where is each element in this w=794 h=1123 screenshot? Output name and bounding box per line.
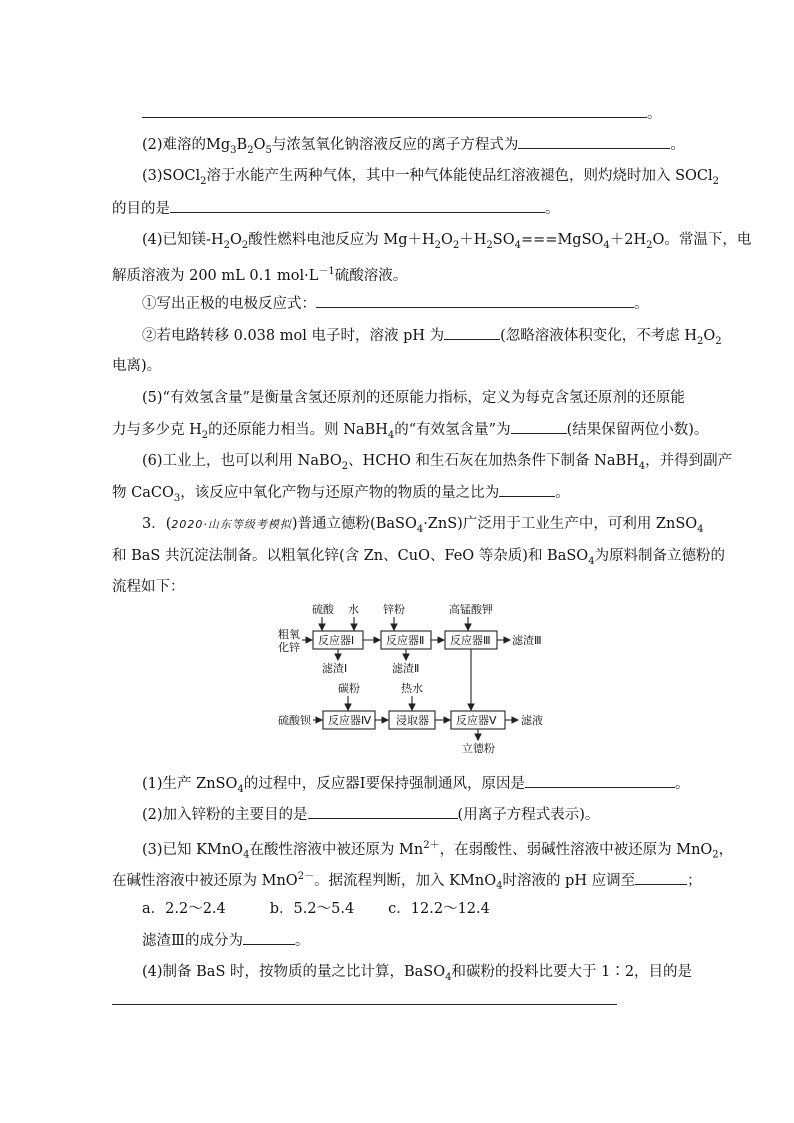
text: O (229, 232, 242, 248)
sub: 4 (697, 523, 704, 535)
text: (用离子方程式表示)。 (457, 807, 600, 823)
sub-question-3-line-1 (142, 836, 733, 866)
text: 力与多少克 H (112, 422, 202, 438)
answer-blank (142, 103, 647, 118)
sub: 4 (387, 429, 395, 441)
answer-blank (170, 198, 545, 213)
text: 物 CaCO (112, 485, 174, 501)
label-crude-zinc-oxide-b: 化锌 (278, 641, 300, 654)
text: 的过程中，反应器Ⅰ要保持强制通风，原因是 (243, 776, 525, 792)
text: 与浓氢氧化钠溶液反应的离子方程式为 (271, 137, 519, 153)
text: O (703, 328, 716, 344)
text: 的目的是 (112, 201, 170, 217)
leaching-label: 浸取器 (396, 714, 429, 727)
text: 在酸性溶液中被还原为 Mn (249, 841, 424, 858)
sub: 2 (200, 175, 207, 187)
punct: 。 (647, 106, 662, 122)
sub: 2 (201, 429, 209, 441)
label-crude-zinc-oxide-a: 粗氧 (278, 628, 300, 641)
text: ，并得到副产 (645, 453, 733, 469)
label-potassium-permanganate: 高锰酸钾 (449, 603, 493, 616)
text: 为原料制备立德粉的 (594, 548, 726, 564)
text: ①写出正极的电极反应式： (142, 296, 316, 312)
sub: 3 (230, 144, 237, 156)
reactor-4-label: 反应器Ⅳ (328, 714, 372, 727)
sub-question-2 (142, 804, 599, 825)
question-4-line-2 (112, 262, 407, 286)
reactor-5-label: 反应器Ⅴ (456, 714, 497, 727)
text: 硫酸溶液。 (334, 267, 408, 284)
sub: 2 (223, 239, 230, 251)
punct: 。 (555, 485, 570, 501)
text: 滤渣Ⅲ的成分为 (142, 933, 243, 949)
punct: 。 (294, 933, 310, 949)
answer-blank (525, 773, 675, 788)
question-4-2 (142, 325, 722, 352)
sub: 2 (646, 239, 653, 251)
question-4-1 (142, 293, 649, 314)
text: 电离)。 (112, 358, 162, 374)
text: ·ZnS)广泛用于工业生产中，可利用 ZnSO (423, 516, 698, 532)
sub-question-3-line-4 (142, 930, 309, 951)
sub-question-1 (142, 773, 690, 800)
text: O (441, 232, 453, 248)
sub-question-4 (142, 962, 692, 988)
punct: ； (687, 872, 702, 889)
question-5-line-1 (142, 388, 685, 408)
sub: 4 (603, 239, 610, 251)
sup: 2＋ (423, 840, 440, 851)
text: (5)“有效氢含量”是衡量含氢还原剂的还原能力指标，定义为每克含氢还原剂的还原能 (142, 390, 685, 406)
label-residue-3: 滤渣Ⅲ (512, 634, 542, 647)
text: 和 BaS 共沉淀法制备。以粗氧化锌(含 Zn、CuO、FeO 等杂质)和 BaSO (112, 548, 589, 564)
punct: 。 (670, 137, 685, 153)
text: (2)难溶的Mg (142, 137, 231, 153)
question-5-line-2 (112, 419, 708, 446)
text: 酸性燃料电池反应为 Mg＋H (248, 232, 435, 248)
text: O。常温下，电 (652, 232, 752, 248)
sub: 5 (265, 144, 272, 156)
reactor-1-label: 反应器Ⅰ (318, 634, 355, 647)
text: 。据流程判断，加入 KMnO (314, 872, 497, 889)
sub-question-3-line-2 (112, 867, 702, 897)
text: 和碳粉的投料比要大于 1∶2，目的是 (451, 964, 693, 980)
problem-3-line-1 (142, 514, 704, 540)
label-residue-2: 滤渣Ⅱ (392, 662, 420, 675)
problem-3-line-2 (112, 546, 725, 572)
sub: 2 (712, 175, 720, 187)
text: ②若电路转移 0.038 mol 电子时，溶液 pH 为 (142, 328, 445, 344)
punct: 。 (675, 776, 690, 792)
sub: 2 (241, 239, 249, 251)
sub: 4 (588, 555, 595, 567)
label-residue-1: 滤渣Ⅰ (322, 662, 348, 675)
answer-blank (308, 804, 458, 819)
option-b: b．5.2～5.4 (269, 901, 355, 917)
label-zinc-powder: 锌粉 (383, 603, 405, 616)
text: 的“有效氢含量”为 (394, 422, 511, 438)
option-c: c．12.2～12.4 (388, 901, 490, 917)
answer-blank (243, 930, 295, 945)
question-6-line-2 (112, 482, 570, 509)
problem-number: 3．( (142, 516, 172, 532)
question-3-line-1 (142, 166, 719, 192)
label-filtrate: 滤液 (521, 714, 543, 727)
sub: 4 (638, 460, 646, 472)
question-3-line-2 (112, 198, 560, 219)
problem-3-line-3 (112, 577, 185, 597)
text: 、HCHO 和生石灰在加热条件下制备 NaBH (348, 453, 639, 469)
text: (结果保留两位小数)。 (566, 422, 709, 438)
answer-blank (511, 419, 567, 434)
question-6-line-1 (142, 451, 732, 477)
text: ，该反应中氧化产物与还原产物的物质的量之比为 (180, 485, 500, 501)
sub: 2 (247, 144, 254, 156)
text: ，在弱酸性、弱碱性溶液中被还原为 MnO (439, 841, 713, 858)
answer-blank (635, 870, 687, 885)
sub: 2 (341, 460, 349, 472)
option-a: a．2.2～2.4 (142, 901, 226, 917)
sub: 2 (712, 849, 719, 861)
text: (3)已知 KMnO (142, 841, 244, 858)
label-hot-water: 热水 (401, 682, 423, 695)
source-tag: 2020·山东等级考模拟 (171, 518, 292, 531)
text: B (236, 137, 248, 153)
text: 时溶液的 pH 应调至 (502, 872, 636, 889)
answer-blank (316, 293, 634, 308)
label-carbon-powder: 碳粉 (338, 682, 360, 695)
sub: 2 (486, 239, 493, 251)
label-sulfuric-acid: 硫酸 (312, 603, 334, 616)
sup: 2－ (297, 871, 315, 882)
sub: 4 (496, 880, 503, 892)
text: 在碱性溶液中被还原为 MnO (112, 872, 298, 889)
reactor-3-label: 反应器Ⅲ (450, 634, 491, 647)
text: O (253, 137, 266, 153)
sub: 4 (243, 849, 250, 861)
answer-blank (518, 134, 670, 149)
text: (6)工业上，也可以利用 NaBO (142, 453, 342, 469)
process-flow-diagram (0, 600, 794, 760)
text: SO (492, 232, 515, 248)
sub: 2 (434, 239, 441, 251)
sub-question-4-blank (112, 990, 617, 1011)
sup: －1 (318, 266, 335, 277)
label-barium-sulfate: 硫酸钡 (278, 714, 311, 727)
text: (4)已知镁-H (142, 232, 224, 248)
sub: 2 (715, 335, 722, 347)
sub: 4 (416, 523, 424, 535)
question-2 (142, 134, 685, 161)
text: 解质溶液为 200 mL 0.1 mol·L (112, 267, 319, 284)
text: (2)加入锌粉的主要目的是 (142, 807, 308, 823)
punct: 。 (634, 296, 649, 312)
question-4-2-line-2 (112, 356, 161, 376)
sub: 2 (452, 239, 460, 251)
sub: 2 (697, 335, 704, 347)
question-4-line-1 (142, 230, 751, 256)
text: )普通立德粉(BaSO (291, 516, 417, 532)
text: (3)SOCl (142, 168, 201, 184)
punct: 。 (545, 201, 560, 217)
text: 流程如下： (112, 579, 185, 595)
label-water: 水 (348, 603, 359, 616)
sub: 4 (237, 783, 244, 795)
label-lithopone: 立德粉 (462, 742, 495, 755)
text: (1)生产 ZnSO (142, 776, 238, 792)
text: ＋H (459, 232, 487, 248)
answer-blank (444, 325, 500, 340)
answer-line (142, 103, 662, 124)
answer-blank (112, 990, 617, 1005)
options-row (142, 899, 490, 919)
punct: ， (718, 841, 734, 858)
reactor-2-label: 反应器Ⅱ (386, 634, 425, 647)
text: 溶于水能产生两种气体，其中一种气体能使品红溶液褪色，则灼烧时加入 SOCl (206, 168, 713, 184)
text: (4)制备 BaS 时，按物质的量之比计算，BaSO (142, 964, 446, 980)
text: 的还原能力相当。则 NaBH (208, 422, 388, 438)
text: ＋2H (609, 232, 647, 248)
text: (忽略溶液体积变化，不考虑 H (500, 328, 698, 344)
sub: 3 (173, 492, 181, 504)
sub: 4 (445, 971, 452, 983)
sub: 4 (514, 239, 521, 251)
answer-blank (499, 482, 555, 497)
text: ===MgSO (521, 232, 604, 248)
